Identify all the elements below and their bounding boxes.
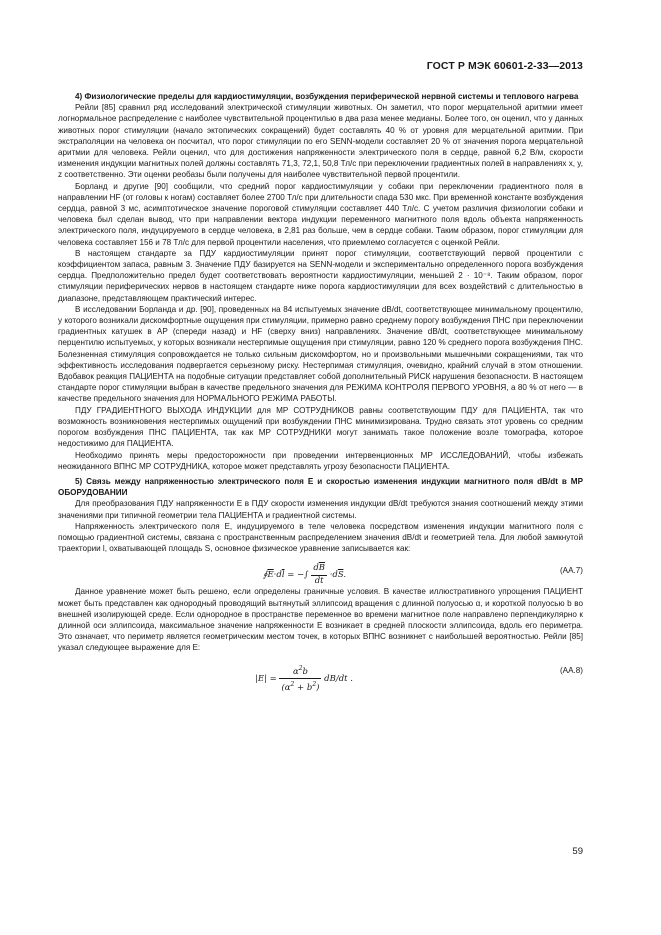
paragraph-standard-limit: В настоящем стандарте за ПДУ кардиостимуляции принят порог стимуляции, соответствующий первой процентили с коэффициентом запаса, равным 3. Значение ПДУ базируется на SENN-модели и экспериментально определенного порога возбуждения сердца. Предположительно предел будет соответствовать вероятности кардиостимуляции, меньшей 2 · 10⁻⁸. Таким образом, порог стимуляции периферических нервов в настоящем стандарте ниже порога кардиостимуляции для всех воздействий с длительностью в диапазоне, представляющем практический интерес. (58, 248, 583, 303)
document-body (58, 91, 583, 693)
equation-aa7-formula: $∮\overline{E}\cdot d\overline{l}$ = −∫ $\frac{d\overline{B}}{dt}$ $\cdot d\overline{S}$. (263, 563, 347, 586)
paragraph-borland: Борланд и другие [90] сообщили, что средний порог кардиостимуляции у собаки при переключении градиентного поля в направлении HF (от головы к ногам) составляет более 2700 Тл/с при длительности спада 530 мкс. При временной константе возбуждения сердца, равной 3 мс, асимптотическое значение пороговой стимуляции составляет 440 Тл/с. С учетом различия физиологии собаки и человека был сделан вывод, что при направлении вектора индукции переменного магнитного поля вдоль объекта напряженность электрического поля, индуцируемого в сердце человека, в 2,81 раз больше, чем в сердце собаки. Таким образом, порог стимуляции для человека составляет 156 и 78 Тл/с для первой процентили населения, что приемлемо согласуется с оценкой Рейли. (58, 181, 583, 247)
equation-aa8-number: (AA.8) (559, 665, 583, 675)
paragraph-borland-study: В исследовании Борланда и др. [90], проведенных на 84 испытуемых значение dB/dt, соответствующее минимальному процентилю, у которого возникали дискомфортные ощущения при стимуляции, примерно равно среднему порогу возбуждения ПНС при переключении градиентных катушек в AP (спереди назад) и HF (сверху вниз) направлениях. Значение dB/dt, соответствующее минимальному перцентилю испытуемых, у которых возникали нестерпимые ощущения при стимуляции, равно 120 % среднего порога возбуждения ПНС. Болезненная стимуляция сопровождается не только сильным дискомфортом, но и произвольными мышечными сокращениями, так что эффективность исследования подвергается серьезному риску. Нестерпимая стимуляция, очевидно, крайний случай в этом отношении. Вдобавок реакция ПАЦИЕНТА на подобные ситуации представляет собой дополнительный РИСК нарушения безопасности. В настоящем стандарте порог стимуляции выбран в качестве предельного значения для РЕЖИМА КОНТРОЛЯ ПЕРВОГО УРОВНЯ, а 80 % от него — в качестве предельного значения для НОРМАЛЬНОГО РЕЖИМА РАБОТЫ. (58, 304, 583, 404)
paragraph-reilly: Рейли [85] сравнил ряд исследований электрической стимуляции животных. Он заметил, что порог мерцательной аритмии имеет логнормальное распределение с наиболее чувствительной процентилью в два раза менее медианы. Более того, он оценил, что у данных животных порог стимуляции (начало эктопических сокращений) будет составлять 40 % от уровня для мерцательной аритмии. При экстраполяции на человека он посчитал, что порог стимуляции по его SENN-модели составляет 20 % от значения порога мерцательной аритмии для человека. Рейли оценил, что для достижения напряженности электрического поля в сердце, равной 6,2 В/м, скорости изменения индукции магнитных полей должны составлять 71,3, 72,1, 50,8 Тл/с при переключении градиентных полей в направлениях x, y, z соответственно. Эти оценки реобазы были получены для наиболее чувствительной первой процентили. (58, 103, 583, 180)
page-number: 59 (572, 846, 583, 857)
paragraph-precautions: Необходимо принять меры предосторожности при проведении интервенционных МР ИССЛЕДОВАНИЙ, чтобы избежать неожиданного ВПНС МР СОТРУДНИКА, которое может представлять угрозу безопасности ПАЦИЕНТА. (58, 450, 583, 471)
paragraph-conversion: Для преобразования ПДУ напряженности E в ПДУ скорости изменения индукции dB/dt требуются знания соотношений между этими значениями при типичной геометрии тела ПАЦИЕНТА и градиентной системы. (58, 499, 583, 520)
equation-aa7-number: (AA.7) (559, 566, 583, 576)
equation-aa8 (58, 657, 583, 693)
equation-aa8-formula: |E| = $\frac{\alpha^2b}{(\alpha^2 + b^2)}$ dB/dt . (255, 664, 353, 693)
document-header: ГОСТ Р МЭК 60601-2-33—2013 (426, 60, 583, 72)
section-heading-physiological-limits: 4) Физиологические пределы для кардиостимуляции, возбуждения периферической нервной системы и теплового нагрева (75, 92, 579, 101)
paragraph-mr-workers: ПДУ ГРАДИЕНТНОГО ВЫХОДА ИНДУКЦИИ для МР СОТРУДНИКОВ равны соответствующим ПДУ для ПАЦИЕНТА, так что возможность возникновения нестерпимых ощущений при возбуждении ПНС минимизирована. Трудно связать этот уровень со средним порогом возбуждения ПНС ПАЦИЕНТА, так как МР СОТРУДНИКИ могут занимать такое положение возле томографа, которое недостижимо для ПАЦИЕНТА. (58, 405, 583, 449)
paragraph-ellipsoid: Данное уравнение может быть решено, если определены граничные условия. В качестве иллюстративного упрощения ПАЦИЕНТ может быть представлен как однородный проводящий вытянутый эллипсоид вращения с длинной полуосью α, и короткой полуосью b во внешней изолирующей среде. Если однородное в пространстве переменное во времени магнитное поле направлено перпендикулярно к длинной оси эллипсоида, максимальное значение напряженности E возникает в средней плоскости эллипсоида, вдоль его периметра. Это означает, что периметр является геометрическим местом точек, в которых ВПНС возникнет с наибольшей вероятностью. Рейли [85] указал следующее выражение для E: (58, 587, 583, 653)
equation-aa7 (58, 557, 583, 586)
paragraph-field-strength: Напряженность электрического поля E, индуцируемого в теле человека посредством изменения индукции магнитного поля с помощью градиентной системы, связана с пространственным распределением значения dB/dt и геометрией тела. Для любой замкнутой траектории l, охватывающей площадь S, основное физическое уравнение записывается как: (58, 521, 583, 554)
section-heading-field-relation: 5) Связь между напряженностью электрического поля E и скоростью изменения индукции магнитного поля dB/dt в МР ОБОРУДОВАНИИ (58, 476, 583, 498)
